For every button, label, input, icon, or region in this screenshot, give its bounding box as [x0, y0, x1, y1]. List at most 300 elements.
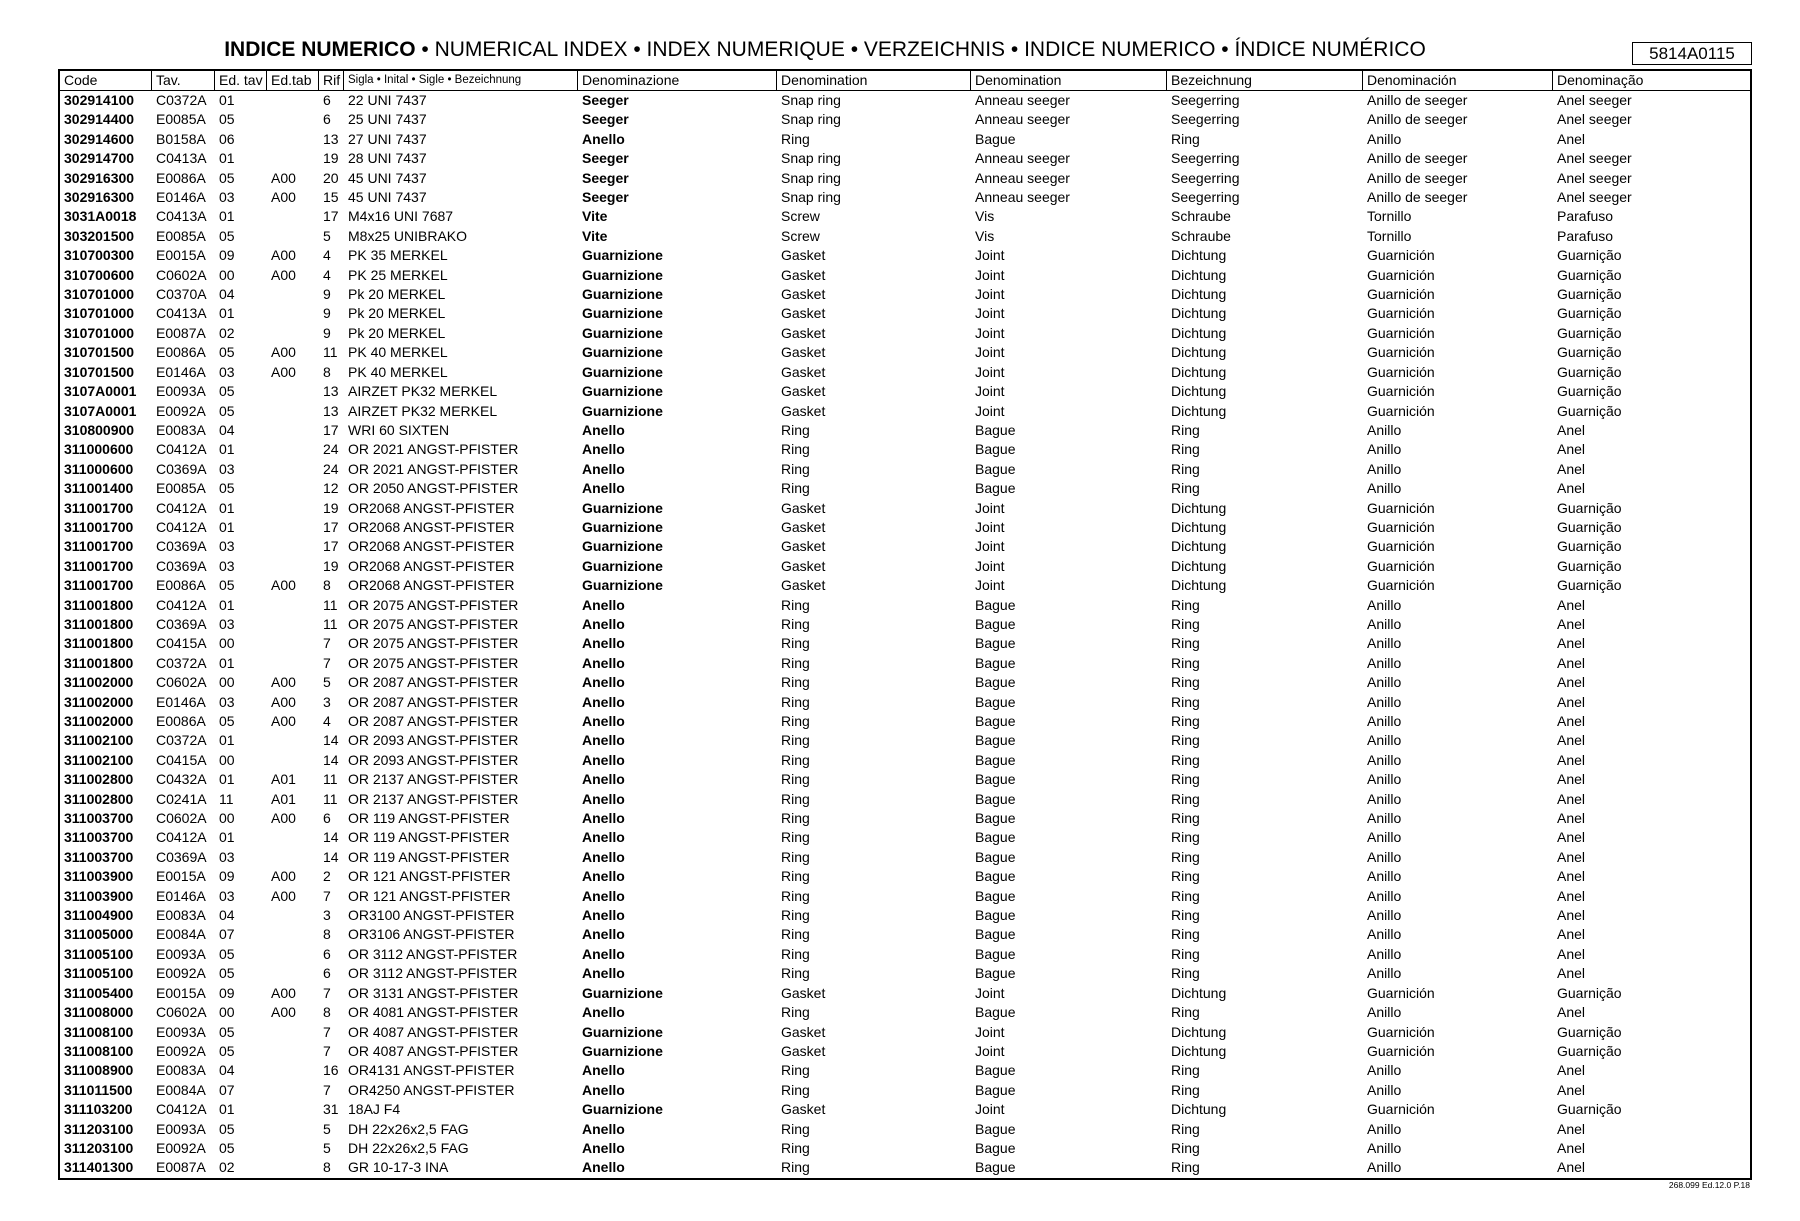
page-title-rest: • NUMERICAL INDEX • INDEX NUMERIQUE • VERZEICHNIS • INDICE NUMERICO • ÍNDICE NUMÉRICO — [415, 38, 1426, 61]
cell-rif: 5 — [323, 674, 331, 691]
cell-tav: E0085A — [156, 480, 206, 497]
cell-rif: 11 — [323, 790, 338, 807]
cell-den-pt: Guarnição — [1557, 363, 1622, 380]
cell-den-pt: Guarnição — [1557, 499, 1622, 516]
table-row — [60, 984, 1750, 1003]
cell-den-de: Ring — [1171, 674, 1200, 691]
cell-den-fr: Joint — [975, 1023, 1005, 1040]
cell-den-en: Gasket — [781, 266, 826, 283]
table-row — [60, 731, 1750, 750]
cell-den-de: Dichtung — [1171, 1101, 1227, 1118]
cell-sigla: 22 UNI 7437 — [348, 92, 427, 108]
cell-ed-tav: 09 — [219, 868, 235, 885]
cell-den-en: Ring — [781, 1120, 810, 1137]
cell-den-fr: Bague — [975, 1004, 1016, 1021]
cell-den-pt: Anel — [1557, 926, 1586, 943]
cell-den-de: Ring — [1171, 1004, 1200, 1021]
cell-den-fr: Bague — [975, 848, 1016, 865]
table-row — [60, 925, 1750, 944]
table-row — [60, 1120, 1750, 1139]
cell-den-en: Ring — [781, 674, 810, 691]
cell-ed-tav: 00 — [219, 810, 235, 827]
cell-tav: C0415A — [156, 751, 207, 768]
cell-sigla: 18AJ F4 — [348, 1101, 401, 1118]
cell-den-en: Ring — [781, 1004, 810, 1021]
cell-den-en: Gasket — [781, 402, 826, 419]
cell-ed-tab — [267, 615, 319, 634]
cell-sigla: OR 4081 ANGST-PFISTER — [348, 1004, 519, 1021]
cell-sigla: OR 2075 ANGST-PFISTER — [348, 596, 519, 613]
cell-den-it: Anello — [582, 615, 625, 632]
cell-sigla: Pk 20 MERKEL — [348, 286, 446, 303]
cell-sigla: 25 UNI 7437 — [348, 111, 427, 128]
cell-tav: C0372A — [156, 92, 207, 108]
cell-rif: 5 — [323, 1120, 331, 1137]
cell-tav: C0602A — [156, 1004, 207, 1021]
cell-ed-tav: 01 — [219, 518, 235, 535]
cell-den-es: Anillo — [1367, 421, 1402, 438]
cell-den-de: Seegerring — [1171, 189, 1240, 206]
cell-tav: E0015A — [156, 868, 206, 885]
cell-ed-tab — [267, 130, 319, 149]
cell-ed-tab: A00 — [271, 344, 296, 361]
cell-den-fr: Joint — [975, 286, 1005, 303]
cell-den-de: Dichtung — [1171, 363, 1227, 380]
cell-code: 311001700 — [64, 538, 134, 555]
cell-den-de: Dichtung — [1171, 1023, 1227, 1040]
cell-rif: 11 — [323, 344, 338, 361]
cell-den-en: Ring — [781, 790, 810, 807]
cell-ed-tav: 02 — [219, 324, 235, 341]
cell-tav: C0602A — [156, 810, 207, 827]
cell-ed-tab — [267, 1061, 319, 1080]
cell-ed-tav: 01 — [219, 771, 235, 788]
cell-den-en: Screw — [781, 208, 820, 225]
cell-rif: 4 — [323, 247, 331, 264]
cell-ed-tav: 03 — [219, 189, 235, 206]
cell-code: 311008100 — [64, 1023, 134, 1040]
cell-den-it: Guarnizione — [582, 402, 663, 419]
cell-den-it: Anello — [582, 771, 625, 788]
cell-rif: 11 — [323, 596, 338, 613]
cell-den-es: Anillo — [1367, 654, 1402, 671]
cell-ed-tav: 05 — [219, 945, 235, 962]
cell-den-en: Ring — [781, 1081, 810, 1098]
cell-den-fr: Bague — [975, 654, 1016, 671]
cell-den-es: Guarnición — [1367, 538, 1435, 555]
cell-den-fr: Joint — [975, 402, 1005, 419]
cell-den-en: Snap ring — [781, 169, 841, 186]
cell-den-fr: Bague — [975, 1139, 1016, 1156]
cell-code: 311004900 — [64, 907, 134, 924]
cell-tav: C0413A — [156, 150, 207, 167]
header-tav: Tav. — [152, 71, 215, 90]
cell-rif: 7 — [323, 654, 331, 671]
cell-den-it: Guarnizione — [582, 247, 663, 264]
cell-rif: 7 — [323, 635, 331, 652]
cell-ed-tav: 07 — [219, 1081, 235, 1098]
cell-code: 311005000 — [64, 926, 134, 943]
cell-tav: E0093A — [156, 1023, 206, 1040]
cell-den-de: Ring — [1171, 130, 1200, 147]
cell-den-it: Anello — [582, 732, 625, 749]
cell-code: 310701000 — [64, 305, 135, 322]
cell-ed-tav: 05 — [219, 577, 235, 594]
cell-den-pt: Anel — [1557, 887, 1586, 904]
cell-den-en: Ring — [781, 829, 810, 846]
table-row — [60, 557, 1750, 576]
cell-rif: 14 — [323, 732, 339, 749]
cell-den-es: Guarnición — [1367, 324, 1435, 341]
cell-den-en: Ring — [781, 615, 810, 632]
cell-ed-tav: 09 — [219, 984, 235, 1001]
cell-code: 302916300 — [64, 189, 135, 206]
cell-rif: 13 — [323, 383, 339, 400]
cell-den-fr: Joint — [975, 577, 1005, 594]
cell-den-en: Snap ring — [781, 111, 841, 128]
cell-code: 311002800 — [64, 771, 134, 788]
cell-den-en: Ring — [781, 480, 810, 497]
cell-den-fr: Bague — [975, 674, 1016, 691]
cell-ed-tab — [267, 731, 319, 750]
cell-ed-tab — [267, 91, 319, 110]
cell-den-pt: Anel — [1557, 460, 1586, 477]
cell-rif: 14 — [323, 848, 339, 865]
cell-den-fr: Joint — [975, 383, 1005, 400]
cell-ed-tav: 01 — [219, 92, 235, 108]
cell-den-es: Anillo — [1367, 848, 1402, 865]
cell-den-es: Guarnición — [1367, 557, 1435, 574]
cell-tav: E0146A — [156, 189, 206, 206]
cell-den-fr: Bague — [975, 421, 1016, 438]
cell-tav: C0372A — [156, 654, 207, 671]
cell-code: 302914100 — [64, 92, 135, 108]
cell-den-es: Guarnición — [1367, 286, 1435, 303]
cell-den-fr: Bague — [975, 441, 1016, 458]
cell-den-en: Gasket — [781, 363, 826, 380]
cell-sigla: OR 2075 ANGST-PFISTER — [348, 635, 519, 652]
cell-ed-tab — [267, 945, 319, 964]
cell-den-it: Anello — [582, 713, 625, 729]
cell-den-es: Anillo — [1367, 926, 1402, 943]
cell-den-pt: Anel — [1557, 693, 1586, 710]
cell-code: 311001800 — [64, 615, 134, 632]
cell-tav: E0084A — [156, 926, 206, 943]
cell-ed-tab — [267, 518, 319, 537]
cell-code: 311003900 — [64, 887, 134, 904]
cell-den-es: Guarnición — [1367, 363, 1435, 380]
cell-code: 311002000 — [64, 674, 134, 691]
cell-den-es: Anillo — [1367, 130, 1402, 147]
cell-sigla: OR 2050 ANGST-PFISTER — [348, 480, 519, 497]
cell-den-it: Anello — [582, 1004, 625, 1021]
cell-sigla: OR 2137 ANGST-PFISTER — [348, 790, 519, 807]
cell-den-es: Anillo — [1367, 907, 1402, 924]
table-header — [60, 71, 1750, 91]
cell-den-fr: Anneau seeger — [975, 189, 1070, 206]
table-row — [60, 149, 1750, 168]
cell-code: 311005100 — [64, 945, 134, 962]
cell-ed-tab — [267, 1100, 319, 1119]
cell-den-fr: Bague — [975, 810, 1016, 827]
cell-code: 311002100 — [64, 751, 134, 768]
cell-den-pt: Anel — [1557, 965, 1586, 982]
cell-den-it: Anello — [582, 654, 625, 671]
cell-rif: 8 — [323, 363, 331, 380]
cell-den-es: Anillo — [1367, 771, 1402, 788]
cell-den-en: Snap ring — [781, 150, 841, 167]
cell-sigla: M4x16 UNI 7687 — [348, 208, 454, 225]
cell-sigla: DH 22x26x2,5 FAG — [348, 1139, 469, 1156]
footer-reference: 268.099 Ed.12.0 P.18 — [1668, 1180, 1750, 1190]
cell-rif: 14 — [323, 751, 339, 768]
cell-ed-tav: 05 — [219, 402, 235, 419]
cell-den-de: Ring — [1171, 596, 1200, 613]
cell-den-it: Anello — [582, 907, 625, 924]
cell-den-it: Anello — [582, 926, 625, 943]
cell-tav: C0412A — [156, 1101, 207, 1118]
cell-den-pt: Anel — [1557, 1004, 1586, 1021]
cell-sigla: OR 119 ANGST-PFISTER — [348, 848, 510, 865]
cell-sigla: OR 121 ANGST-PFISTER — [348, 887, 511, 904]
cell-den-it: Anello — [582, 635, 625, 652]
cell-code: 311001800 — [64, 654, 134, 671]
cell-den-fr: Joint — [975, 266, 1005, 283]
page-title-bold: INDICE NUMERICO — [224, 38, 416, 61]
cell-ed-tav: 01 — [219, 1101, 235, 1118]
cell-ed-tab: A00 — [271, 887, 296, 904]
cell-den-en: Ring — [781, 693, 810, 710]
cell-sigla: OR 119 ANGST-PFISTER — [348, 829, 510, 846]
cell-den-it: Anello — [582, 868, 625, 885]
table-row — [60, 848, 1750, 867]
cell-den-es: Anillo — [1367, 441, 1402, 458]
cell-den-en: Ring — [781, 926, 810, 943]
cell-den-it: Anello — [582, 751, 625, 768]
cell-sigla: OR2068 ANGST-PFISTER — [348, 577, 515, 594]
cell-tav: C0413A — [156, 305, 207, 322]
cell-sigla: M8x25 UNIBRAKO — [348, 227, 468, 244]
cell-den-fr: Joint — [975, 305, 1005, 322]
cell-den-en: Gasket — [781, 1101, 826, 1118]
cell-ed-tav: 03 — [219, 887, 235, 904]
cell-ed-tab — [267, 1081, 319, 1100]
cell-den-es: Guarnición — [1367, 984, 1435, 1001]
cell-den-es: Tornillo — [1367, 208, 1412, 225]
cell-den-pt: Anel seeger — [1557, 92, 1632, 108]
cell-den-de: Ring — [1171, 460, 1200, 477]
cell-rif: 9 — [323, 324, 331, 341]
cell-code: 311003700 — [64, 829, 134, 846]
cell-rif: 11 — [323, 615, 338, 632]
cell-rif: 7 — [323, 887, 331, 904]
cell-ed-tav: 01 — [219, 654, 235, 671]
table-row — [60, 537, 1750, 556]
cell-tav: E0146A — [156, 363, 206, 380]
cell-den-pt: Anel — [1557, 441, 1586, 458]
cell-den-en: Ring — [781, 130, 810, 147]
cell-code: 311003700 — [64, 848, 134, 865]
cell-tav: C0241A — [156, 790, 207, 807]
cell-rif: 13 — [323, 402, 339, 419]
cell-den-fr: Bague — [975, 130, 1016, 147]
cell-rif: 6 — [323, 92, 331, 108]
cell-den-de: Dichtung — [1171, 538, 1227, 555]
cell-sigla: OR 2087 ANGST-PFISTER — [348, 674, 519, 691]
cell-den-de: Dichtung — [1171, 577, 1227, 594]
cell-code: 310800900 — [64, 421, 135, 438]
cell-sigla: Pk 20 MERKEL — [348, 305, 446, 322]
cell-den-it: Anello — [582, 1139, 625, 1156]
cell-tav: E0087A — [156, 1159, 206, 1176]
cell-den-it: Guarnizione — [582, 363, 663, 380]
cell-den-fr: Bague — [975, 1159, 1016, 1176]
cell-ed-tab — [267, 324, 319, 343]
cell-tav: E0092A — [156, 402, 206, 419]
cell-den-pt: Anel seeger — [1557, 189, 1632, 206]
cell-rif: 20 — [323, 169, 339, 186]
cell-rif: 17 — [323, 518, 339, 535]
cell-den-es: Anillo de seeger — [1367, 189, 1468, 206]
cell-code: 311002000 — [64, 693, 134, 710]
cell-ed-tab — [267, 1023, 319, 1042]
cell-den-de: Ring — [1171, 635, 1200, 652]
table-row — [60, 576, 1750, 595]
cell-den-it: Anello — [582, 1081, 625, 1098]
cell-den-it: Anello — [582, 441, 625, 458]
cell-ed-tab — [267, 828, 319, 847]
cell-ed-tav: 03 — [219, 848, 235, 865]
cell-code: 311001800 — [64, 635, 134, 652]
cell-den-fr: Bague — [975, 907, 1016, 924]
cell-den-de: Ring — [1171, 1159, 1200, 1176]
cell-den-es: Anillo — [1367, 615, 1402, 632]
cell-ed-tab — [267, 1158, 319, 1177]
cell-sigla: OR 121 ANGST-PFISTER — [348, 868, 511, 885]
cell-den-de: Ring — [1171, 421, 1200, 438]
cell-den-it: Anello — [582, 1159, 625, 1176]
cell-den-fr: Bague — [975, 965, 1016, 982]
cell-sigla: 27 UNI 7437 — [348, 130, 427, 147]
cell-den-es: Anillo de seeger — [1367, 169, 1468, 186]
cell-den-it: Vite — [582, 208, 608, 225]
cell-den-en: Gasket — [781, 577, 826, 594]
header-denomination-en: Denomination — [777, 71, 971, 90]
cell-tav: E0093A — [156, 383, 206, 400]
cell-den-fr: Bague — [975, 1062, 1016, 1079]
cell-ed-tab — [267, 557, 319, 576]
table-row — [60, 712, 1750, 731]
cell-tav: C0369A — [156, 460, 207, 477]
table-row — [60, 1061, 1750, 1080]
cell-den-fr: Bague — [975, 868, 1016, 885]
cell-ed-tab — [267, 440, 319, 459]
cell-rif: 19 — [323, 499, 339, 516]
cell-sigla: OR 3131 ANGST-PFISTER — [348, 984, 519, 1001]
cell-rif: 3 — [323, 907, 331, 924]
cell-sigla: OR2068 ANGST-PFISTER — [348, 557, 515, 574]
cell-den-en: Gasket — [781, 557, 826, 574]
cell-code: 310700600 — [64, 266, 135, 283]
cell-rif: 6 — [323, 810, 331, 827]
table-row — [60, 207, 1750, 226]
cell-den-de: Ring — [1171, 732, 1200, 749]
cell-tav: E0093A — [156, 945, 206, 962]
table-row — [60, 964, 1750, 983]
cell-den-pt: Anel — [1557, 1139, 1586, 1156]
table-row — [60, 363, 1750, 382]
cell-den-pt: Anel — [1557, 421, 1586, 438]
cell-sigla: OR 2075 ANGST-PFISTER — [348, 615, 519, 632]
cell-den-pt: Anel — [1557, 615, 1586, 632]
header-denominacion: Denominación — [1363, 71, 1553, 90]
cell-ed-tav: 03 — [219, 615, 235, 632]
cell-den-de: Seegerring — [1171, 92, 1240, 108]
cell-tav: E0086A — [156, 169, 206, 186]
cell-ed-tav: 04 — [219, 421, 235, 438]
cell-den-de: Ring — [1171, 441, 1200, 458]
cell-ed-tav: 04 — [219, 1062, 235, 1079]
cell-ed-tav: 00 — [219, 751, 235, 768]
cell-den-it: Anello — [582, 460, 625, 477]
cell-den-pt: Anel seeger — [1557, 111, 1632, 128]
cell-rif: 9 — [323, 305, 331, 322]
cell-rif: 9 — [323, 286, 331, 303]
cell-den-en: Gasket — [781, 383, 826, 400]
cell-rif: 8 — [323, 577, 331, 594]
cell-ed-tab — [267, 1120, 319, 1139]
cell-den-pt: Anel — [1557, 1159, 1586, 1176]
cell-ed-tav: 05 — [219, 713, 235, 729]
cell-code: 3031A0018 — [64, 208, 137, 225]
cell-rif: 6 — [323, 111, 331, 128]
cell-sigla: OR 2087 ANGST-PFISTER — [348, 713, 519, 729]
cell-ed-tav: 00 — [219, 635, 235, 652]
cell-code: 310701500 — [64, 363, 135, 380]
cell-ed-tab: A00 — [271, 713, 296, 729]
cell-tav: E0084A — [156, 1081, 206, 1098]
header-denominacao: Denominação — [1557, 72, 1644, 88]
cell-code: 311000600 — [64, 441, 134, 458]
cell-den-it: Anello — [582, 596, 625, 613]
cell-rif: 4 — [323, 713, 331, 729]
cell-code: 311003900 — [64, 868, 134, 885]
cell-den-es: Guarnición — [1367, 1042, 1435, 1059]
cell-den-pt: Anel — [1557, 868, 1586, 885]
cell-code: 310701500 — [64, 344, 135, 361]
cell-den-fr: Bague — [975, 926, 1016, 943]
cell-den-pt: Anel — [1557, 130, 1586, 147]
cell-sigla: OR2068 ANGST-PFISTER — [348, 518, 515, 535]
cell-ed-tab — [267, 1139, 319, 1158]
cell-den-en: Gasket — [781, 499, 826, 516]
cell-tav: C0369A — [156, 557, 207, 574]
cell-den-en: Gasket — [781, 1042, 826, 1059]
cell-code: 311000600 — [64, 460, 134, 477]
cell-den-es: Tornillo — [1367, 227, 1412, 244]
cell-code: 311005100 — [64, 965, 134, 982]
cell-tav: E0083A — [156, 907, 206, 924]
cell-ed-tav: 00 — [219, 674, 235, 691]
cell-sigla: 45 UNI 7437 — [348, 169, 427, 186]
cell-sigla: 45 UNI 7437 — [348, 189, 427, 206]
cell-den-es: Anillo — [1367, 1062, 1402, 1079]
cell-den-es: Guarnición — [1367, 344, 1435, 361]
cell-code: 311011500 — [64, 1081, 133, 1098]
cell-den-fr: Bague — [975, 635, 1016, 652]
cell-den-de: Ring — [1171, 480, 1200, 497]
cell-rif: 24 — [323, 441, 339, 458]
